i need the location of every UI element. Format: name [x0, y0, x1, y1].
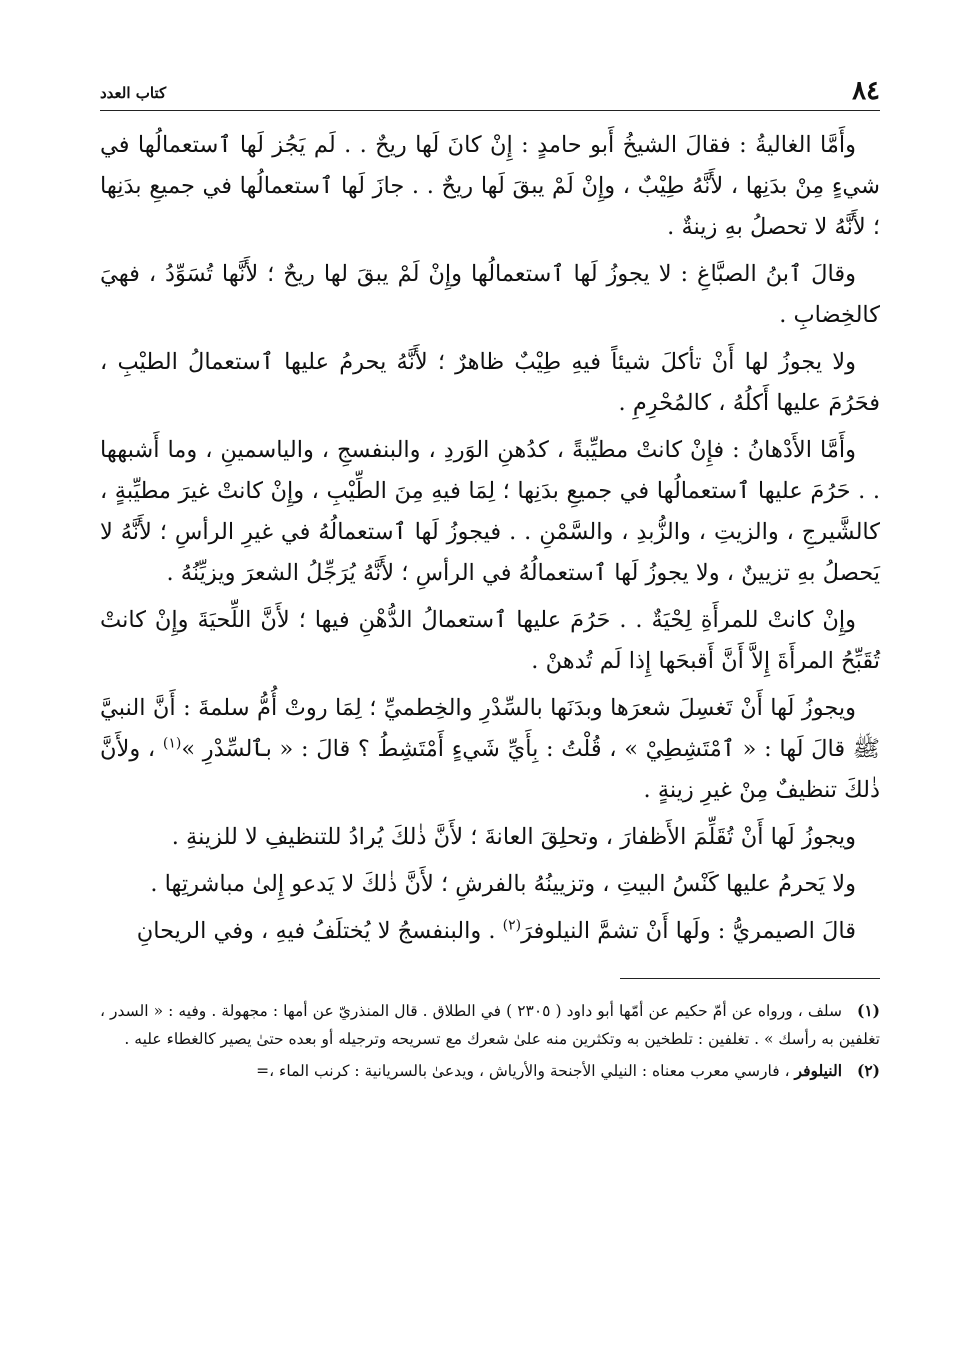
- paragraph-ghaliya: وأَمَّا الغاليةُ : فقالَ الشيخُ أَبو حامدٍ : إِنْ كانَ لَها ريحٌ . . لَم يَجُز لَها ٱستعمالُها في شيءٍ مِنْ بدَنِها ، لأَنَّهُ طِيْبٌ ، وإِنْ لَمْ يبقَ لَها ريحٌ . . جازَ لَها ٱستعمالُها في جميعِ بدَنِها ؛ لأَنَّهُ لا تحصلُ بهِ زينةٌ .: [100, 132, 880, 240]
- footnote-text: ، فارسي معرب معناه : النيلي الأجنحة والأرياش ، ويدعىٰ بالسريانية : كرنب الماء ،=: [256, 1062, 795, 1080]
- paragraph-oils: وأَمَّا الأَدْهانُ : فإِنْ كانتْ مطيِّبةً ، كدُهنِ الوَردِ ، والبنفسجِ ، والياسمينِ ، وما أَشبهها . . حَرُمَ عليها ٱستعمالُها في جميعِ بدَنِها ؛ لِمَا فيهِ مِنَ الطِّيْبِ ، وإِنْ كانتْ غيرَ مطيِّبةٍ ، كالشَّيرجِ ، والزيتِ ، والزُّبدِ ، والسَّمْنِ . . فيجوزُ لَها ٱستعمالُهُ في غيرِ الرأسِ ؛ لأَنَّهُ لا يَحصلُ بهِ تزيينٌ ، ولا يجوزُ لَها ٱستعمالُهُ في الرأسِ ؛ لأَنَّهُ يُرَجِّلُ الشعرَ ويزيِّنُهُ .: [100, 437, 880, 586]
- paragraph-washing-text: ويجوزُ لَها أَنْ تَغسِلَ شعرَها وبدَنَها بالسِّدْرِ والخِطميِّ ؛ لِمَا روتْ أُمُّ سلمةَ : أَنَّ النبيَّ ﷺ قالَ لَها : « ٱمْتَشِطِيْ » ، قُلْتُ : بِأَيِّ شَيءٍ أَمْتَشِطُ ؟ قالَ : « بٱلسِّدْرِ »: [100, 695, 880, 762]
- footnote-1: [100, 997, 880, 1053]
- paragraph-house: ولا يَحرمُ عليها كَنْسُ البيتِ ، وتزيينُهُ بالفرشِ ؛ لأَنَّ ذٰلكَ لا يَدعو إِلىٰ مباشرتِها .: [150, 871, 856, 897]
- footnote-number: (١): [856, 1001, 880, 1020]
- paragraph-saymari-text: قالَ الصيمريُّ : ولَها أَنْ تشمَّ النيلوفرَ: [521, 918, 856, 944]
- footnotes: [100, 997, 880, 1085]
- footnote-2: [100, 1057, 880, 1085]
- footnote-divider: [620, 978, 880, 979]
- paragraph-eating-perfume: ولا يجوزُ لها أَنْ تأكلَ شيئاً فيهِ طِيْبٌ ظاهرٌ ؛ لأَنَّهُ يحرمُ عليها ٱستعمالُ الطيْبِ ، فحَرُمَ عليها أَكلُهُ ، كالمُحْرِمِ .: [100, 349, 880, 416]
- running-title: كتاب العدد: [100, 84, 167, 102]
- paragraph-saymari-text-end: . والبنفسجُ لا يُختلَفُ فيهِ ، وفي الريحانِ: [136, 918, 503, 944]
- footnote-reference-1: (١): [162, 735, 182, 752]
- paragraph-washing-text-end: ، ولأَنَّ ذٰلكَ تنظيفٌ مِنْ غيرِ زينةٍ .: [100, 736, 880, 803]
- book-page: [100, 74, 880, 1334]
- footnote-reference-2: (٢): [502, 917, 522, 934]
- paragraph-saymari: [100, 911, 880, 952]
- footnote-number: (٢): [856, 1061, 880, 1080]
- paragraph-ibn-sabbagh: وقالَ ٱبنُ الصبَّاغِ : لا يجوزُ لَها ٱستعمالُها وإِنْ لَمْ يبقَ لها ريحٌ ؛ لأَنَّها تُسَوِّدُ ، فهيَ كالخِضابِ .: [100, 261, 880, 328]
- main-text: [100, 125, 880, 952]
- paragraph-beard: وإِنْ كانتْ للمرأَةِ لِحْيَةٌ . . حَرُمَ عليها ٱستعمالُ الدُّهْنِ فيها ؛ لأَنَّ اللِّحيَةَ وإِنْ كانتْ تُقَبِّحُ المرأَةَ إِلاَّ أَنَّ أَقبحَها إِذا لَم تُدهنْ .: [100, 607, 880, 674]
- footnote-keyword: النيلوفر: [794, 1061, 842, 1080]
- page-number: ٨٤: [852, 76, 880, 106]
- paragraph-washing: [100, 688, 880, 811]
- paragraph-nails: ويجوزُ لَها أَنْ تُقَلِّمَ الأَظفارَ ، وتحلِقَ العانةَ ؛ لأَنَّ ذٰلكَ يُرادُ للتنظيفِ لا للزينةِ .: [171, 824, 856, 850]
- footnote-text: سلف ، ورواه عن أمّ حكيم عن أمّها أبو داود ( ٢٣٠٥ ) في الطلاق . قال المنذريّ عن أمها : مجهولة . وفيه : « السدر ، تغلفين به رأسك » . تغلفين : تلطخين به وتكثرين منه علىٰ شعرك مع تسريحه وترجيله أو بعده حتىٰ يصير كالغطاء عليه .: [100, 1002, 880, 1048]
- page-header: [100, 74, 880, 111]
